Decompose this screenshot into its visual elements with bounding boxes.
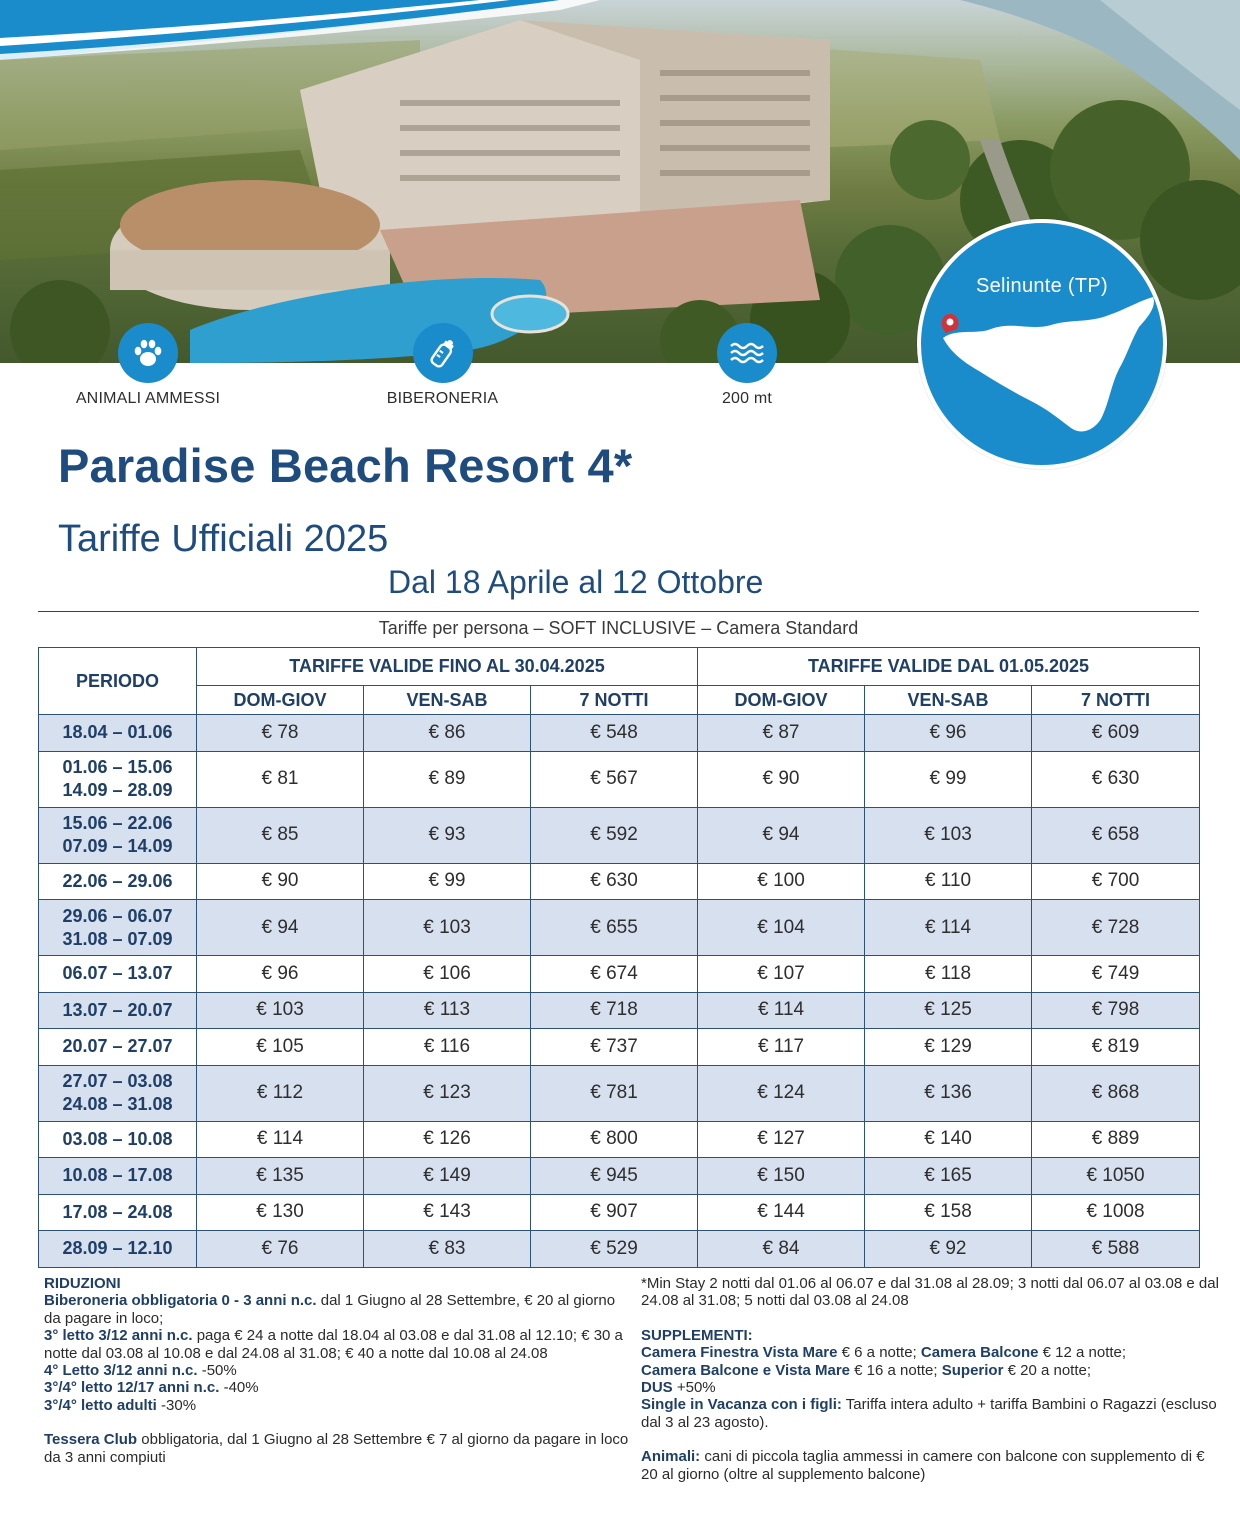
min-stay-note: *Min Stay 2 notti dal 01.06 al 06.07 e dal 31.08 al 28.09; 3 notti dal 06.07 al 03.08 e dal 24.08 al 31.08; 5 notti dal 03.08 al 24.08 <box>641 1275 1219 1310</box>
period-cell <box>39 1121 197 1158</box>
price-cell: € 658 <box>1032 807 1200 863</box>
amenity-beach-distance <box>697 323 797 408</box>
price-cell: € 89 <box>364 751 531 807</box>
col-header: VEN-SAB <box>364 686 531 715</box>
price-cell: € 588 <box>1032 1231 1200 1268</box>
col-header: VEN-SAB <box>865 686 1032 715</box>
price-cell: € 96 <box>197 956 364 993</box>
period-range: 28.09 – 12.10 <box>62 1238 173 1259</box>
reduction-label: 3°/4° letto 12/17 anni n.c. <box>44 1379 220 1397</box>
price-cell: € 129 <box>865 1029 1032 1066</box>
price-cell: € 630 <box>531 863 698 900</box>
table-row <box>39 863 1200 900</box>
supplement-text: Tariffa intera adulto + tariffa Bambini o Ragazzi (escluso dal 3 al 23 agosto). <box>641 1396 1217 1431</box>
period-range: 29.06 – 06.07 <box>62 905 173 926</box>
price-cell: € 781 <box>531 1065 698 1121</box>
period-range: 13.07 – 20.07 <box>62 999 173 1020</box>
price-cell: € 114 <box>698 992 865 1029</box>
price-cell: € 92 <box>865 1231 1032 1268</box>
price-cell: € 819 <box>1032 1029 1200 1066</box>
price-cell: € 85 <box>197 807 364 863</box>
price-cell: € 84 <box>698 1231 865 1268</box>
reduction-text: dal 1 Giugno al 28 Settembre, € 20 al giorno da pagare in loco; <box>44 1292 616 1327</box>
price-cell: € 113 <box>364 992 531 1029</box>
price-cell: € 90 <box>698 751 865 807</box>
period-range: 06.07 – 13.07 <box>62 963 173 984</box>
price-cell: € 123 <box>364 1065 531 1121</box>
table-row <box>39 1158 1200 1195</box>
price-cell: € 114 <box>865 900 1032 956</box>
amenity-baby-bottle-label: BIBERONERIA <box>386 390 499 407</box>
table-row <box>39 715 1200 752</box>
price-cell: € 81 <box>197 751 364 807</box>
supplement-text: € 16 a notte; <box>850 1361 942 1379</box>
amenity-baby-bottle <box>370 323 515 408</box>
location-label: Selinunte (TP) <box>975 275 1109 297</box>
col-header: 7 NOTTI <box>1032 686 1200 715</box>
page-title: Paradise Beach Resort 4* <box>58 439 633 492</box>
price-cell: € 96 <box>865 715 1032 752</box>
supplement-label: Animali: <box>641 1448 701 1466</box>
period-range: 20.07 – 27.07 <box>62 1036 173 1057</box>
price-cell: € 165 <box>865 1158 1032 1195</box>
price-cell: € 728 <box>1032 900 1200 956</box>
period-range: 24.08 – 31.08 <box>62 1094 173 1114</box>
price-cell: € 140 <box>865 1121 1032 1158</box>
supplement-label: Camera Balcone e Vista Mare <box>641 1361 850 1379</box>
amenity-beach-distance-label: 200 mt <box>721 390 773 407</box>
price-cell: € 655 <box>531 900 698 956</box>
price-cell: € 94 <box>197 900 364 956</box>
price-cell: € 149 <box>364 1158 531 1195</box>
period-cell <box>39 1158 197 1195</box>
rates-caption: Tariffe per persona – SOFT INCLUSIVE – Camera Standard <box>378 618 859 638</box>
period-cell <box>39 863 197 900</box>
price-cell: € 529 <box>531 1231 698 1268</box>
supplement-text: € 6 a notte; <box>837 1344 921 1362</box>
table-row <box>39 1065 1200 1121</box>
table-row <box>39 1194 1200 1231</box>
supplement-text: cani di piccola taglia ammessi in camere con balcone con supplemento di € 20 al giorno (oltre al supplemento balcone) <box>641 1448 1205 1483</box>
price-cell: € 718 <box>531 992 698 1029</box>
table-row <box>39 807 1200 863</box>
price-cell: € 136 <box>865 1065 1032 1121</box>
sicily-map-icon <box>921 223 1167 469</box>
price-cell: € 106 <box>364 956 531 993</box>
price-cell: € 100 <box>698 863 865 900</box>
price-cell: € 87 <box>698 715 865 752</box>
period-range: 03.08 – 10.08 <box>62 1128 173 1149</box>
price-cell: € 1050 <box>1032 1158 1200 1195</box>
reduction-text: -40% <box>219 1379 259 1397</box>
price-cell: € 86 <box>364 715 531 752</box>
supplement-text: € 20 a notte; <box>1003 1361 1092 1379</box>
period-range: 07.09 – 14.09 <box>62 836 173 856</box>
price-cell: € 144 <box>698 1194 865 1231</box>
price-cell: € 737 <box>531 1029 698 1066</box>
price-cell: € 103 <box>865 807 1032 863</box>
price-cell: € 150 <box>698 1158 865 1195</box>
price-cell: € 94 <box>698 807 865 863</box>
period-cell <box>39 1231 197 1268</box>
price-cell: € 630 <box>1032 751 1200 807</box>
price-cell: € 125 <box>865 992 1032 1029</box>
paw-icon <box>118 323 178 383</box>
price-cell: € 117 <box>698 1029 865 1066</box>
reductions-notes <box>44 1275 629 1466</box>
supplements-heading: SUPPLEMENTI: <box>641 1326 753 1344</box>
col-header: DOM-GIOV <box>197 686 364 715</box>
period-range: 15.06 – 22.06 <box>62 813 173 833</box>
price-cell: € 103 <box>364 900 531 956</box>
location-map-badge <box>917 219 1167 469</box>
reduction-label: 3°/4° letto adulti <box>44 1396 157 1414</box>
price-cell: € 110 <box>865 863 1032 900</box>
price-cell: € 567 <box>531 751 698 807</box>
price-cell: € 158 <box>865 1194 1032 1231</box>
price-cell: € 83 <box>364 1231 531 1268</box>
price-cell: € 116 <box>364 1029 531 1066</box>
reductions-heading: RIDUZIONI <box>44 1275 121 1292</box>
price-cell: € 889 <box>1032 1121 1200 1158</box>
group-header-until-april: TARIFFE VALIDE FINO AL 30.04.2025 <box>197 648 698 686</box>
period-cell <box>39 956 197 993</box>
price-cell: € 99 <box>364 863 531 900</box>
period-cell <box>39 715 197 752</box>
period-cell <box>39 992 197 1029</box>
reduction-label: Tessera Club <box>44 1431 138 1449</box>
price-cell: € 127 <box>698 1121 865 1158</box>
price-cell: € 945 <box>531 1158 698 1195</box>
price-cell: € 104 <box>698 900 865 956</box>
price-table <box>38 647 1200 1268</box>
supplement-label: Camera Finestra Vista Mare <box>641 1344 838 1362</box>
period-cell <box>39 1065 197 1121</box>
col-header: 7 NOTTI <box>531 686 698 715</box>
period-range: 22.06 – 29.06 <box>62 870 173 891</box>
supplement-label: Superior <box>941 1361 1004 1379</box>
period-range: 01.06 – 15.06 <box>62 757 173 777</box>
reduction-label: 4° Letto 3/12 anni n.c. <box>44 1362 198 1380</box>
price-cell: € 93 <box>364 807 531 863</box>
col-header: DOM-GIOV <box>698 686 865 715</box>
period-range: 18.04 – 01.06 <box>62 722 173 743</box>
price-table-body <box>39 715 1200 1268</box>
period-range: 17.08 – 24.08 <box>62 1201 173 1222</box>
price-cell: € 907 <box>531 1194 698 1231</box>
supplement-label: Camera Balcone <box>920 1344 1039 1362</box>
baby-bottle-icon <box>413 323 473 383</box>
supplement-label: Single in Vacanza con i figli: <box>641 1396 842 1414</box>
period-cell <box>39 1029 197 1066</box>
supplement-text: +50% <box>672 1379 716 1397</box>
price-cell: € 130 <box>197 1194 364 1231</box>
price-cell: € 143 <box>364 1194 531 1231</box>
price-cell: € 798 <box>1032 992 1200 1029</box>
table-row <box>39 1029 1200 1066</box>
price-cell: € 76 <box>197 1231 364 1268</box>
table-row <box>39 751 1200 807</box>
amenity-pets <box>63 323 233 408</box>
map-pin-icon <box>942 314 959 333</box>
period-range: 10.08 – 17.08 <box>62 1165 173 1186</box>
price-cell: € 548 <box>531 715 698 752</box>
period-cell <box>39 807 197 863</box>
reduction-label: 3° letto 3/12 anni n.c. <box>44 1327 193 1345</box>
price-cell: € 800 <box>531 1121 698 1158</box>
amenity-pets-label: ANIMALI AMMESSI <box>75 390 221 407</box>
price-cell: € 592 <box>531 807 698 863</box>
period-cell <box>39 900 197 956</box>
period-range: 14.09 – 28.09 <box>62 780 173 800</box>
price-cell: € 99 <box>865 751 1032 807</box>
period-range: 31.08 – 07.09 <box>62 928 173 949</box>
waves-icon <box>717 323 777 383</box>
price-cell: € 609 <box>1032 715 1200 752</box>
table-row <box>39 992 1200 1029</box>
table-row <box>39 1231 1200 1268</box>
price-cell: € 749 <box>1032 956 1200 993</box>
reduction-text: obbligatoria, dal 1 Giugno al 28 Settembre € 7 al giorno da pagare in loco da 3 anni compiuti <box>44 1431 629 1466</box>
page-subtitle: Tariffe Ufficiali 2025 <box>58 518 389 560</box>
price-cell: € 114 <box>197 1121 364 1158</box>
supplement-label: DUS <box>641 1379 673 1397</box>
price-cell: € 674 <box>531 956 698 993</box>
price-cell: € 90 <box>197 863 364 900</box>
period-cell <box>39 1194 197 1231</box>
reduction-text: -50% <box>197 1362 237 1380</box>
period-header: PERIODO <box>39 648 197 715</box>
reduction-label: Biberoneria obbligatoria 0 - 3 anni n.c. <box>44 1292 317 1310</box>
supplements-notes <box>641 1275 1221 1483</box>
price-cell: € 78 <box>197 715 364 752</box>
price-cell: € 118 <box>865 956 1032 993</box>
price-cell: € 868 <box>1032 1065 1200 1121</box>
table-row <box>39 956 1200 993</box>
table-row <box>39 900 1200 956</box>
period-range: 27.07 – 03.08 <box>62 1071 173 1091</box>
price-cell: € 103 <box>197 992 364 1029</box>
reduction-text: paga € 24 a notte dal 18.04 al 03.08 e dal 31.08 al 12.10; € 30 a notte dal 03.08 al 10.08 e dal 24.08 al 31.08; € 40 a notte dal 10.08 al 24.08 <box>44 1327 623 1362</box>
price-cell: € 126 <box>364 1121 531 1158</box>
divider <box>38 611 1199 612</box>
price-cell: € 700 <box>1032 863 1200 900</box>
table-row <box>39 1121 1200 1158</box>
group-header-from-may: TARIFFE VALIDE DAL 01.05.2025 <box>698 648 1200 686</box>
price-cell: € 135 <box>197 1158 364 1195</box>
price-cell: € 124 <box>698 1065 865 1121</box>
supplement-text: € 12 a notte; <box>1038 1344 1127 1362</box>
period-cell <box>39 751 197 807</box>
price-cell: € 112 <box>197 1065 364 1121</box>
price-cell: € 105 <box>197 1029 364 1066</box>
price-cell: € 1008 <box>1032 1194 1200 1231</box>
reduction-text: -30% <box>156 1396 197 1414</box>
price-cell: € 107 <box>698 956 865 993</box>
season-date-range: Dal 18 Aprile al 12 Ottobre <box>388 564 764 600</box>
